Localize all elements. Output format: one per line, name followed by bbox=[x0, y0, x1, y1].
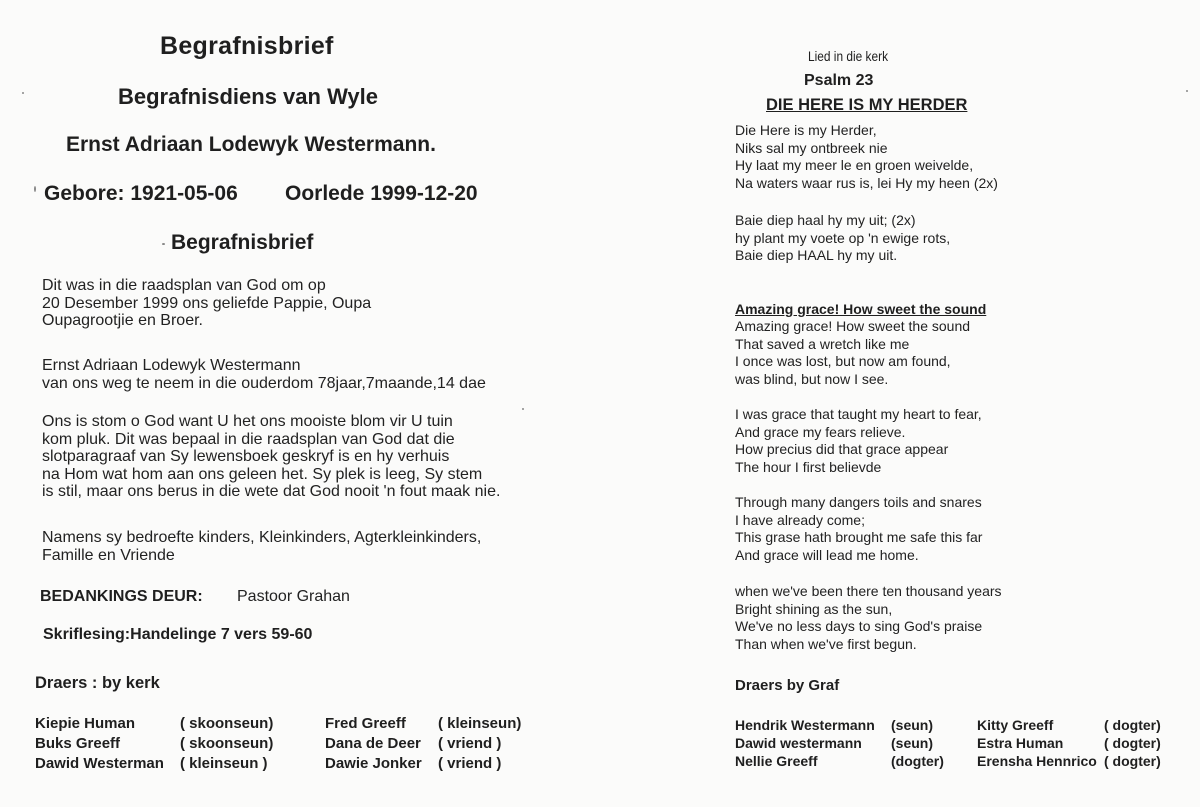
song-verse bbox=[735, 583, 1002, 653]
bearer-relation: ( vriend ) bbox=[438, 755, 502, 772]
hymn-label: Lied in die kerk bbox=[808, 48, 889, 64]
text-line: That saved a wretch like me bbox=[735, 335, 910, 352]
scan-speck bbox=[1186, 90, 1188, 92]
bearer-relation: ( dogter) bbox=[1104, 753, 1161, 769]
song-verse bbox=[735, 318, 970, 388]
text-line: Na waters waar rus is, lei Hy my heen (2x) bbox=[735, 174, 998, 191]
psalm-number: Psalm 23 bbox=[804, 72, 874, 89]
text-line: Ons is stom o God want U het ons mooiste blom vir U tuin bbox=[42, 413, 453, 430]
text-line: How precius did that grace appear bbox=[735, 441, 949, 458]
text-line: kom pluk. Dit was bepaal in die raadsplan van God dat die bbox=[42, 430, 455, 448]
bearer-relation: (dogter) bbox=[891, 753, 944, 769]
grave-bearers-heading: Draers by Graf bbox=[735, 677, 840, 694]
scan-speck bbox=[162, 243, 165, 245]
text-line: Hy laat my meer le en groen weivelde, bbox=[735, 157, 974, 174]
text-line: Dit was in die raadsplan van God om op bbox=[42, 277, 326, 294]
service-heading: Begrafnisdiens van Wyle bbox=[118, 84, 379, 109]
table-row bbox=[735, 734, 1161, 752]
bearer-name: Erensha Hennrico bbox=[977, 753, 1097, 769]
text-line: na Hom wat hom aan ons geleen het. Sy plek is leeg, Sy stem bbox=[42, 465, 483, 483]
bearer-relation: ( skoonseun) bbox=[180, 735, 274, 752]
text-line: Ernst Adriaan Lodewyk Westermann bbox=[42, 357, 301, 374]
family-paragraph bbox=[42, 529, 481, 564]
grave-bearers-table bbox=[735, 716, 1161, 770]
deceased-name: Ernst Adriaan Lodewyk Westermann. bbox=[66, 133, 436, 156]
text-line: I was grace that taught my heart to fear, bbox=[735, 406, 982, 422]
table-row bbox=[35, 714, 521, 734]
song-title: Amazing grace! How sweet the sound bbox=[735, 301, 987, 317]
bearer-name: Estra Human bbox=[977, 735, 1064, 751]
text-line: I once was lost, but now am found, bbox=[735, 353, 951, 370]
bearer-relation: ( skoonseun) bbox=[180, 715, 274, 732]
bearer-relation: ( kleinseun ) bbox=[180, 755, 268, 772]
psalm-verse bbox=[735, 212, 950, 265]
psalm-verse bbox=[735, 122, 998, 192]
scan-speck bbox=[22, 92, 24, 94]
bearer-relation: ( vriend ) bbox=[438, 735, 502, 752]
thanks-value: Pastoor Grahan bbox=[237, 588, 350, 605]
bearer-name: Fred Greeff bbox=[325, 715, 406, 732]
text-line: slotparagraaf van Sy lewensboek geskryf is en hy verhuis bbox=[42, 448, 450, 466]
bearer-name: Kiepie Human bbox=[35, 715, 136, 732]
bearer-name: Hendrik Westermann bbox=[735, 717, 875, 733]
tribute-paragraph bbox=[42, 413, 500, 501]
bearer-relation: (seun) bbox=[891, 717, 933, 733]
table-row bbox=[735, 752, 1161, 770]
psalm-title: DIE HERE IS MY HERDER bbox=[766, 96, 968, 114]
text-line: And grace will lead me home. bbox=[735, 546, 919, 563]
subtitle: Begrafnisbrief bbox=[171, 231, 314, 254]
bearer-name: Dawid westermann bbox=[735, 735, 862, 751]
birth-date: Gebore: 1921-05-06 bbox=[44, 182, 238, 205]
text-line: Baie diep haal hy my uit; (2x) bbox=[735, 212, 916, 228]
intro-paragraph bbox=[42, 277, 371, 330]
text-line: was blind, but now I see. bbox=[735, 370, 889, 387]
bearer-name: Dana de Deer bbox=[325, 735, 421, 752]
bearer-name: Dawid Westerman bbox=[35, 755, 164, 772]
bearer-relation: ( kleinseun) bbox=[438, 715, 522, 732]
text-line: This grase hath brought me safe this far bbox=[735, 529, 983, 546]
name-paragraph bbox=[42, 357, 486, 392]
bearer-relation: (seun) bbox=[891, 735, 933, 751]
text-line: The hour I first believde bbox=[735, 458, 882, 475]
text-line: I have already come; bbox=[735, 511, 865, 528]
bearer-name: Kitty Greeff bbox=[977, 717, 1054, 733]
text-line: Amazing grace! How sweet the sound bbox=[735, 318, 971, 334]
bearer-relation: ( dogter) bbox=[1104, 735, 1161, 751]
scripture-reading: Skriflesing:Handelinge 7 vers 59-60 bbox=[43, 626, 313, 643]
scan-speck bbox=[522, 408, 524, 410]
church-bearers-table bbox=[35, 714, 521, 774]
scan-speck bbox=[34, 186, 36, 192]
bearer-name: Buks Greeff bbox=[35, 735, 121, 752]
song-verse bbox=[735, 406, 982, 476]
text-line: Famille en Vriende bbox=[42, 546, 175, 564]
text-line: Namens sy bedroefte kinders, Kleinkinders, Agterkleinkinders, bbox=[42, 529, 482, 546]
table-row bbox=[35, 754, 521, 774]
text-line: Bright shining as the sun, bbox=[735, 600, 893, 617]
thanks-label: BEDANKINGS DEUR: bbox=[40, 588, 203, 605]
text-line: Niks sal my ontbreek nie bbox=[735, 139, 888, 156]
text-line: And grace my fears relieve. bbox=[735, 423, 906, 440]
text-line: is stil, maar ons berus in die wete dat God nooit 'n fout maak nie. bbox=[42, 483, 501, 501]
bearer-name: Dawie Jonker bbox=[325, 755, 422, 772]
church-bearers-heading: Draers : by kerk bbox=[35, 674, 160, 692]
death-date: Oorlede 1999-12-20 bbox=[285, 182, 478, 205]
song-verse bbox=[735, 494, 982, 564]
page-title: Begrafnisbrief bbox=[160, 32, 334, 60]
text-line: when we've been there ten thousand years bbox=[735, 583, 1002, 599]
text-line: We've no less days to sing God's praise bbox=[735, 618, 983, 635]
text-line: Baie diep HAAL hy my uit. bbox=[735, 247, 898, 264]
bearer-name: Nellie Greeff bbox=[735, 753, 818, 769]
bearer-relation: ( dogter) bbox=[1104, 717, 1161, 733]
text-line: 20 Desember 1999 ons geliefde Pappie, Oupa bbox=[42, 294, 372, 312]
text-line: hy plant my voete op 'n ewige rots, bbox=[735, 229, 951, 246]
text-line: Through many dangers toils and snares bbox=[735, 494, 982, 510]
text-line: Oupagrootjie en Broer. bbox=[42, 312, 203, 330]
text-line: Die Here is my Herder, bbox=[735, 122, 877, 138]
table-row bbox=[735, 716, 1161, 734]
text-line: Than when we've first begun. bbox=[735, 635, 917, 652]
table-row bbox=[35, 734, 521, 754]
text-line: van ons weg te neem in die ouderdom 78jaar,7maande,14 dae bbox=[42, 374, 486, 392]
